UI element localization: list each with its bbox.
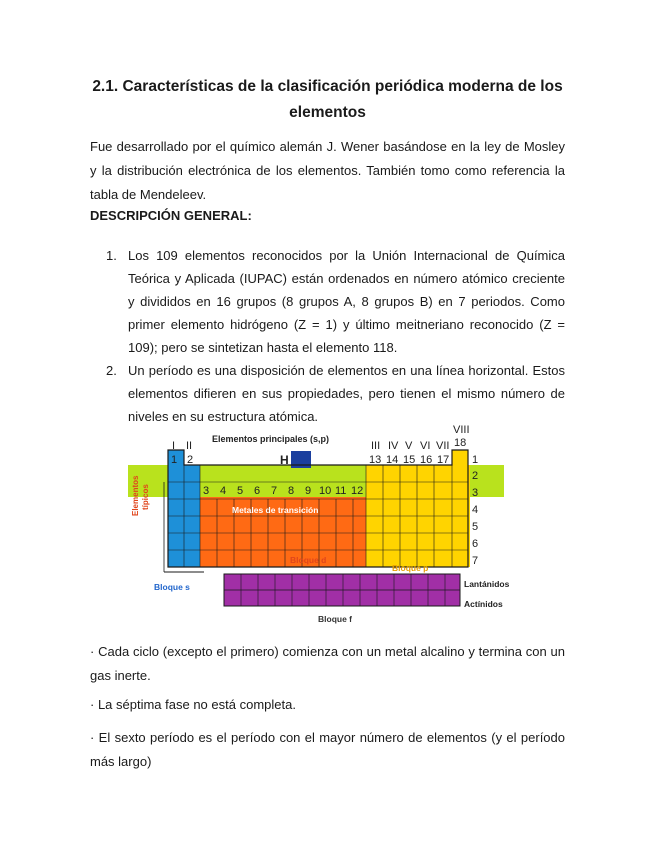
period-6: 6 xyxy=(472,538,479,550)
transition-metals-label: Metales de transición xyxy=(232,505,319,515)
group-num-11: 11 xyxy=(335,485,347,497)
list-text: Un período es una disposición de elementos en una línea horizontal. Estos elementos difieren en sus propiedades, pero tienen el mismo número de niveles en su estructura atómica. xyxy=(128,363,565,424)
intro-paragraph: Fue desarrollado por el químico alemán J. Wener basándose en la ley de Mosley y la distribución electrónica de los elementos. También tomo como referencia la tabla de Mendeleev. xyxy=(90,139,565,202)
group-num-16: 16 xyxy=(420,454,433,466)
group-roman-IV: IV xyxy=(388,440,399,452)
group-num-2: 2 xyxy=(187,454,194,466)
list-item xyxy=(106,359,565,428)
numbered-list xyxy=(106,244,565,428)
group-num-14: 14 xyxy=(386,454,399,466)
group-roman-I: I xyxy=(172,440,176,452)
period-2: 2 xyxy=(472,470,479,482)
lanthanides-label: Lantánidos xyxy=(464,579,510,589)
principal-elements-label: Elementos principales (s,p) xyxy=(212,434,330,444)
group-num-18: 18 xyxy=(454,437,467,449)
block-p-label: Bloque p xyxy=(392,563,429,573)
list-number: 2. xyxy=(106,363,117,378)
group-num-1: 1 xyxy=(171,454,178,466)
block-s-label: Bloque s xyxy=(154,582,190,592)
bullet-3: · El sexto período es el período con el mayor número de elementos (y el período más largo) xyxy=(90,730,565,769)
group-num-4: 4 xyxy=(220,485,227,497)
group-roman-VII: VII xyxy=(436,440,450,452)
group-num-9: 9 xyxy=(305,485,312,497)
typical-elements-label-1: Elementos xyxy=(131,475,140,516)
group-num-6: 6 xyxy=(254,485,261,497)
block-f-label: Bloque f xyxy=(318,614,352,624)
group-num-17: 17 xyxy=(437,454,450,466)
hydrogen-symbol: H xyxy=(280,453,289,467)
group-roman-III: III xyxy=(371,440,381,452)
group-roman-V: V xyxy=(405,440,413,452)
group-num-3: 3 xyxy=(203,485,210,497)
section-heading: DESCRIPCIÓN GENERAL: xyxy=(90,208,252,223)
group-num-12: 12 xyxy=(351,485,364,497)
group-18-top-cell xyxy=(452,450,468,466)
bullet-2: · La séptima fase no está completa. xyxy=(90,697,296,712)
typical-elements-label-2: típicos xyxy=(141,484,150,510)
group-num-10: 10 xyxy=(319,485,332,497)
periodic-table-figure xyxy=(128,420,510,626)
period-1: 1 xyxy=(472,454,479,466)
group-num-7: 7 xyxy=(271,485,278,497)
list-text: Los 109 elementos reconocidos por la Unión Internacional de Química Teórica y Aplicada (IUPAC) están ordenados en número atómico creciente y divididos en 16 grupos (8 grupos A, 8 grupos B) en 7 periodos. Como primer elemento hidrógeno (Z = 1) y último meitneriano reconocido (Z = 109); pero se sintetizan hasta el elemento 118. xyxy=(128,248,565,355)
list-item xyxy=(106,244,565,359)
period-7: 7 xyxy=(472,555,479,567)
group-roman-VI: VI xyxy=(420,440,431,452)
page-title: 2.1. Características de la clasificación periódica moderna de los elementos xyxy=(92,78,563,121)
bullet-1: · Cada ciclo (excepto el primero) comienza con un metal alcalino y termina con un gas inerte. xyxy=(90,644,565,683)
group-roman-II: II xyxy=(186,440,193,452)
block-d-label: Bloque d xyxy=(290,555,327,565)
actinides-label: Actínidos xyxy=(464,599,503,609)
list-number: 1. xyxy=(106,248,117,263)
period-3: 3 xyxy=(472,487,479,499)
period-5: 5 xyxy=(472,521,479,533)
group-num-5: 5 xyxy=(237,485,244,497)
group-roman-VIII: VIII xyxy=(453,424,470,436)
group-num-13: 13 xyxy=(369,454,382,466)
period-4: 4 xyxy=(472,504,479,516)
group-num-15: 15 xyxy=(403,454,416,466)
group-num-8: 8 xyxy=(288,485,295,497)
